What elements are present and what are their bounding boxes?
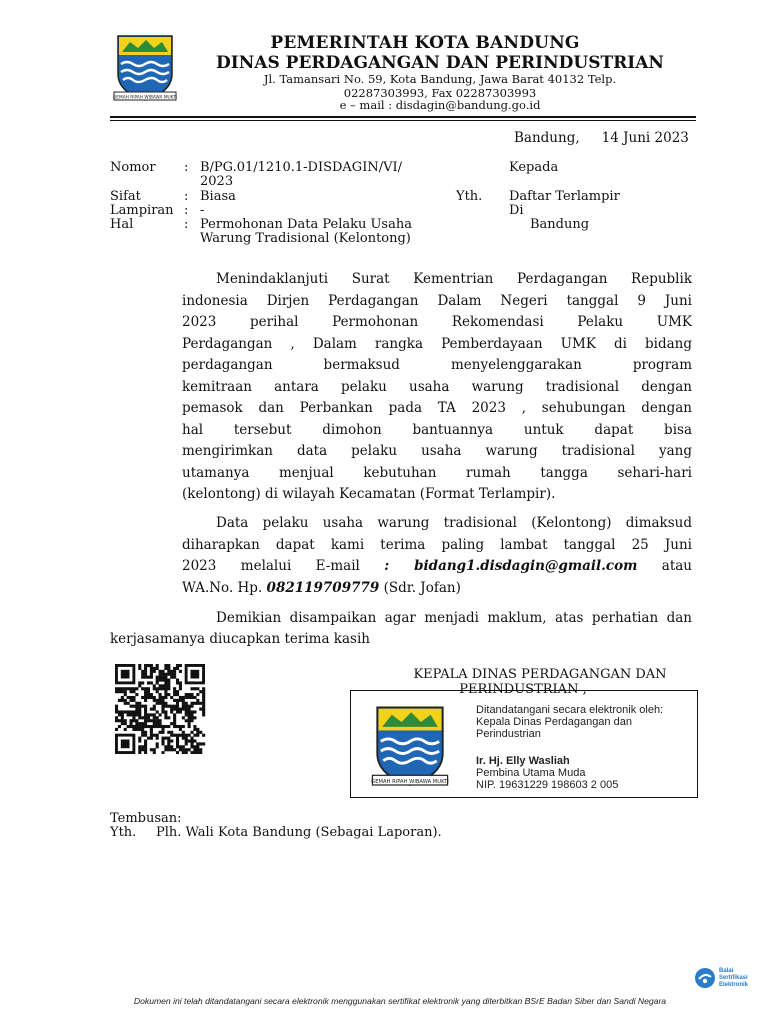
sifat-label: Sifat: [110, 189, 141, 204]
paragraph-2: Data pelaku usaha warung tradisional (Kelontong) dimaksud diharapkan dapat kami terima paling lambat tanggal 25 Juni 2023 melalui E-mail : bidang1.disdagin@gmail.com atau WA.No. Hp. 082119709779 (Sdr. Jofan): [182, 513, 692, 599]
phone-line: WA.No. Hp. 082119709779 (Sdr. Jofan): [182, 579, 461, 596]
esign-line-1: Ditandatangani secara elektronik oleh:: [476, 704, 664, 716]
tembusan-label: Tembusan:: [110, 811, 182, 826]
signatory-rank: Pembina Utama Muda: [476, 767, 586, 779]
bsre-emblem-icon: [693, 966, 717, 990]
sifat-colon: :: [184, 189, 189, 204]
hal-colon: :: [184, 217, 189, 232]
qr-code: [110, 664, 210, 754]
nomor-value-1: B/PG.01/1210.1-DISDAGIN/VI/: [200, 160, 402, 175]
recipient-to: Daftar Terlampir: [509, 189, 620, 204]
signature-title-1: KEPALA DINAS PERDAGANGAN DAN: [413, 667, 667, 682]
paragraph-3-line1: Demikian disampaikan agar menjadi maklum, atas perhatian dan: [216, 610, 692, 626]
hal-value-1: Permohonan Data Pelaku Usaha: [200, 217, 412, 232]
nomor-colon: :: [184, 160, 189, 175]
sifat-value: Biasa: [200, 189, 236, 204]
recipient-kepada: Kepada: [509, 160, 559, 175]
letterhead-line1: PEMERINTAH KOTA BANDUNG: [270, 33, 580, 53]
logo-motto: GEMAH RIPAH WIBAWA MUKTI: [112, 95, 178, 101]
nomor-label: Nomor: [110, 160, 156, 175]
nomor-value-2: 2023: [200, 174, 234, 189]
tembusan-item: Plh. Wali Kota Bandung (Sebagai Laporan).: [156, 825, 442, 840]
bandung-city-logo-signature: [370, 700, 450, 790]
paragraph-1: Menindaklanjuti Surat Kementrian Perdagangan Republik indonesia Dirjen Perdagangan Dalam Negeri tanggal 9 Juni 2023 perihal Permohonan Rekomendasi Pelaku UMK Perdagangan , Dalam rangka Pemberdayaan UMK di bidang perdagangan bermaksud menyelenggarakan program kemitraan antara pelaku usaha warung tradisional dengan pemasok dan Perbankan pada TA 2023 , sehubungan dengan hal tersebut dimohon bantuannya untuk dapat bisa mengirimkan data pelaku usaha warung tradisional yang utamanya menjual kebutuhan rumah tangga sehari-hari (kelontong) di wilayah Kecamatan (Format Terlampir).: [182, 271, 692, 502]
lampiran-colon: :: [184, 203, 189, 218]
signatory-nip: NIP. 19631229 198603 2 005: [476, 779, 619, 791]
recipient-city: Bandung: [530, 217, 590, 232]
letterhead-line2: DINAS PERDAGANGAN DAN PERINDUSTRIAN: [216, 53, 664, 73]
paragraph-3-line2: kerjasamanya diucapkan terima kasih: [110, 631, 370, 647]
esign-line-2: Kepala Dinas Perdagangan dan: [476, 716, 632, 728]
lampiran-label: Lampiran: [110, 203, 174, 218]
email-address: : bidang1.disdagin@gmail.com: [384, 558, 638, 574]
lampiran-value: -: [200, 203, 205, 218]
svg-text:GEMAH RIPAH WIBAWA MUKTI: GEMAH RIPAH WIBAWA MUKTI: [371, 779, 449, 786]
signature-title-2: PERINDUSTRIAN ,: [459, 682, 587, 697]
email-line: 2023 melalui E-mail : bidang1.disdagin@gmail.com atau: [182, 558, 692, 574]
recipient-di: Di: [509, 203, 524, 218]
letterhead-address: Jl. Tamansari No. 59, Kota Bandung, Jawa Barat 40132 Telp. 02287303993, Fax 02287303993: [263, 72, 617, 100]
recipient-yth: Yth.: [456, 189, 483, 204]
signatory-name: Ir. Hj. Elly Wasliah: [476, 755, 570, 767]
letterhead-email: e – mail : disdagin@bandung.go.id: [339, 98, 541, 112]
footer-disclaimer: Dokumen ini telah ditandatangani secara elektronik menggunakan sertifikat elektronik yang diterbitkan BSrE Badan Siber dan Sandi Negara: [133, 996, 667, 1006]
letterhead-rule-thick: [110, 116, 696, 118]
bandung-city-logo: [112, 30, 178, 104]
letterhead-rule-thin: [110, 120, 696, 121]
bsre-logo: Balai Sertifikasi Elektronik: [693, 966, 763, 992]
hal-label: Hal: [110, 217, 134, 232]
esign-line-3: Perindustrian: [476, 728, 541, 740]
hal-value-2: Warung Tradisional (Kelontong): [200, 231, 411, 246]
letter-date: Bandung, 14 Juni 2023: [514, 130, 689, 146]
phone-number: 082119709779: [266, 579, 380, 596]
tembusan-yth: Yth.: [110, 825, 137, 840]
